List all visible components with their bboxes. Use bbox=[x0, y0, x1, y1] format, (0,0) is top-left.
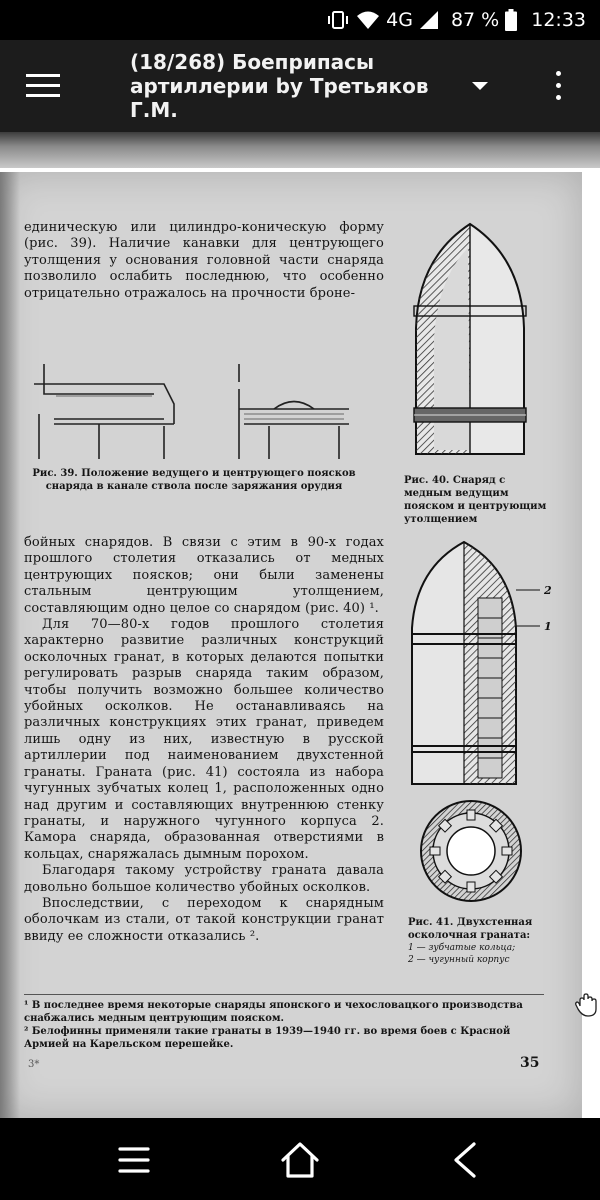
figure-41-legend-1: 1 — зубчатые кольца; bbox=[408, 943, 516, 953]
page-gutter-shadow bbox=[0, 172, 20, 1118]
menu-button[interactable] bbox=[26, 72, 62, 100]
figure-41-legend-2: 2 — чугунный корпус bbox=[408, 955, 510, 965]
vibrate-icon bbox=[326, 10, 350, 30]
back-icon bbox=[444, 1138, 488, 1182]
back-button[interactable] bbox=[444, 1138, 488, 1182]
paragraph: бойных снарядов. В связи с этим в 90-х годах прошлого столетия отказались от медных центрующих поясков; они были заменены стальным центрующим утолщением, составляющим одно целое со снарядом (рис. 40) ¹. bbox=[24, 535, 384, 616]
recent-apps-icon bbox=[112, 1138, 156, 1182]
drag-handle-icon[interactable] bbox=[574, 992, 600, 1018]
paragraph: Для 70—80-х годов прошлого столетия характерно развитие различных конструкций осколочных гранат, в которых делаются попытки регулировать разрыв снаряда таким образом, чтобы получить возможно большее количество убойных осколков. Не останавливаясь на различных конструкциях этих гранат, приведем лишь одну из них, известную в русской артиллерии под наименованием двухстенной гранаты. Граната (рис. 41) состояла из набора чугунных зубчатых колец 1, расположенных одно над другим и составляющих внутреннюю стенку гранаты, и наружного чугунного корпуса 2. Камора снаряда, образованная отверстиями в кольцах, снаряжалась дымным порохом. bbox=[24, 617, 384, 862]
footnote: ² Белофинны применяли такие гранаты в 1939—1940 гг. во время боев с Красной Армией на Карельском перешейке. bbox=[24, 1026, 511, 1050]
main-text bbox=[24, 535, 384, 945]
figure-41-caption bbox=[408, 916, 558, 966]
paragraph: Впоследствии, с переходом к снарядным оболочкам из стали, от такой конструкции гранат ввиду ее сложности отказались ². bbox=[24, 895, 384, 944]
signal-icon bbox=[419, 10, 439, 30]
figure-40-caption: Рис. 40. Снаряд с медным ведущим пояском и центрующим утолщением bbox=[404, 475, 547, 525]
document-title: (18/268) Боеприпасы артиллерии by Третьяков Г.М. bbox=[130, 50, 429, 122]
recent-apps-button[interactable] bbox=[112, 1138, 156, 1182]
footnotes bbox=[24, 994, 544, 1051]
figure-41-label-2: 2 bbox=[544, 584, 552, 597]
status-icons bbox=[326, 6, 586, 34]
overflow-menu-button[interactable] bbox=[548, 68, 568, 104]
battery-percent: 87 % bbox=[450, 9, 500, 31]
page-number: 35 bbox=[520, 1055, 540, 1071]
book-page bbox=[0, 172, 582, 1118]
status-bar bbox=[0, 0, 600, 40]
figure-41-label-1: 1 bbox=[544, 620, 552, 633]
app-bar bbox=[0, 40, 600, 132]
battery-icon bbox=[505, 9, 517, 31]
clock: 12:33 bbox=[531, 9, 586, 31]
footnote: ¹ В последнее время некоторые снаряды японского и чехословацкого производства снабжались медным центрующим пояском. bbox=[24, 1000, 523, 1024]
paragraph: Благодаря такому устройству граната давала довольно большое количество убойных осколков. bbox=[24, 863, 384, 895]
home-button[interactable] bbox=[278, 1138, 322, 1182]
figure-39-caption: Рис. 39. Положение ведущего и центрующего поясков снаряда в канале ствола после заряжания орудия bbox=[32, 468, 356, 492]
figure-40-drawing bbox=[408, 218, 532, 456]
navigation-bar bbox=[0, 1118, 600, 1200]
previous-page-edge bbox=[0, 132, 600, 168]
figure-39-drawing bbox=[24, 364, 354, 464]
wifi-icon bbox=[356, 10, 380, 30]
chevron-down-icon[interactable] bbox=[468, 76, 492, 96]
figure-41-shell-drawing bbox=[404, 538, 564, 786]
network-type: 4G bbox=[386, 9, 413, 31]
figure-41-title: Рис. 41. Двухстенная осколочная граната: bbox=[408, 917, 533, 941]
figure-41-cross-section bbox=[418, 798, 524, 904]
home-icon bbox=[278, 1138, 322, 1182]
top-paragraph: единическую или цилиндро-коническую форму (рис. 39). Наличие канавки для центрующего утолщения у основания головной части снаряда позволило ослабить последнюю, что особенно отрицательно отражалось на прочности броне- bbox=[24, 220, 384, 301]
signature-mark: 3* bbox=[28, 1059, 40, 1070]
document-viewer[interactable] bbox=[0, 132, 600, 1118]
